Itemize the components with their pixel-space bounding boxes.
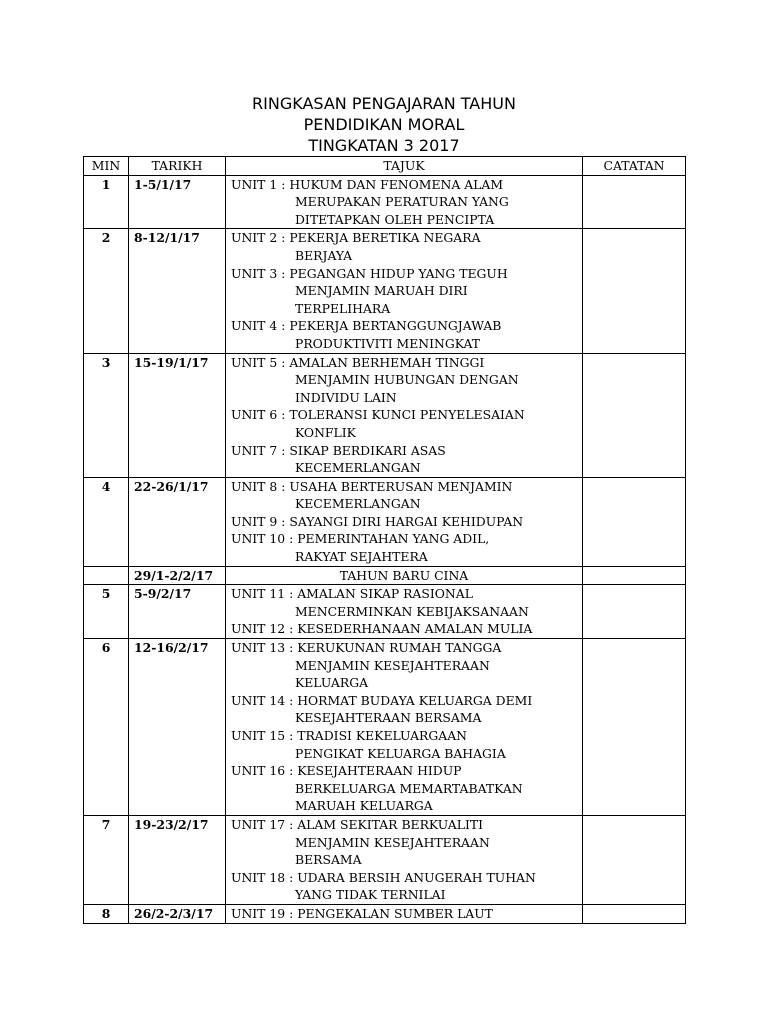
cell-catatan [583, 815, 686, 904]
unit-prefix: UNIT 2 : [231, 230, 290, 246]
unit-text-line [231, 247, 577, 265]
table-row [84, 815, 686, 904]
cell-tarikh: 1-5/1/17 [129, 175, 226, 229]
cell-tarikh: 22-26/1/17 [129, 477, 226, 566]
cell-tarikh: 15-19/1/17 [129, 353, 226, 477]
cell-catatan [583, 904, 686, 923]
unit-title: KESEDERHANAAN AMALAN MULIA [297, 621, 533, 637]
unit-prefix: UNIT 6 : [231, 407, 290, 423]
unit-prefix: UNIT 9 : [231, 513, 290, 529]
unit-text-line [231, 780, 577, 798]
unit-title: AMALAN SIKAP RASIONAL [297, 586, 473, 602]
unit-title: KELUARGA [295, 675, 369, 691]
unit-title: PEKERJA BERTANGGUNGJAWAB [289, 318, 502, 334]
unit-title: KESEJAHTERAAN HIDUP [297, 763, 462, 779]
unit-text-line [231, 317, 577, 335]
unit-text-line [231, 282, 577, 300]
unit-title: HORMAT BUDAYA KELUARGA DEMI [297, 692, 533, 708]
cell-min: 4 [84, 477, 129, 566]
cell-tajuk [226, 353, 583, 477]
unit-title: TERPELIHARA [295, 300, 391, 316]
cell-min: 6 [84, 639, 129, 816]
table-row [84, 639, 686, 816]
unit-title: PEGANGAN HIDUP YANG TEGUH [289, 265, 508, 281]
unit-text-line [231, 620, 577, 638]
title-line-3: TINGKATAN 3 2017 [308, 136, 460, 155]
unit-title: PENGIKAT KELUARGA BAHAGIA [295, 745, 506, 761]
cell-catatan [583, 639, 686, 816]
unit-title: SAYANGI DIRI HARGAI KEHIDUPAN [289, 513, 524, 529]
unit-text-line [231, 603, 577, 621]
cell-tarikh: 5-9/2/17 [129, 585, 226, 639]
unit-prefix: UNIT 18 : [231, 869, 298, 885]
cell-tarikh: 19-23/2/17 [129, 815, 226, 904]
unit-text-line [231, 335, 577, 353]
unit-prefix: UNIT 12 : [231, 621, 298, 637]
table-row [84, 904, 686, 923]
unit-text-line [231, 406, 577, 424]
unit-text-line [231, 851, 577, 869]
cell-tarikh: 29/1-2/2/17 [129, 566, 226, 585]
unit-title: MENCERMINKAN KEBIJAKSANAAN [295, 603, 529, 619]
unit-text-line [231, 424, 577, 442]
header-catatan: CATATAN [583, 157, 686, 176]
unit-title: MENJAMIN MARUAH DIRI [295, 283, 468, 299]
cell-tajuk [226, 639, 583, 816]
unit-text-line [231, 657, 577, 675]
title-line-2: PENDIDIKAN MORAL [303, 115, 465, 134]
unit-text-line [231, 886, 577, 904]
unit-title: PEMERINTAHAN YANG ADIL, [297, 531, 490, 547]
unit-text-line [231, 229, 577, 247]
unit-text-line [231, 530, 577, 548]
cell-tajuk [226, 815, 583, 904]
unit-text-line [231, 354, 577, 372]
unit-text-line [231, 389, 577, 407]
unit-title: TOLERANSI KUNCI PENYELESAIAN [289, 407, 525, 423]
cell-min [84, 566, 129, 585]
unit-text-line [231, 442, 577, 460]
cell-catatan [583, 175, 686, 229]
cell-min: 1 [84, 175, 129, 229]
unit-prefix: UNIT 16 : [231, 763, 298, 779]
table-header-row [84, 157, 686, 176]
unit-prefix: UNIT 11 : [231, 586, 298, 602]
unit-prefix: UNIT 8 : [231, 478, 290, 494]
unit-prefix: UNIT 14 : [231, 692, 298, 708]
unit-prefix: UNIT 10 : [231, 531, 298, 547]
unit-prefix: UNIT 3 : [231, 265, 290, 281]
cell-min: 3 [84, 353, 129, 477]
unit-text-line [231, 797, 577, 815]
unit-text-line [231, 727, 577, 745]
unit-text-line [231, 834, 577, 852]
unit-prefix: UNIT 19 : [231, 905, 298, 921]
unit-prefix: UNIT 4 : [231, 318, 290, 334]
cell-tajuk [226, 904, 583, 923]
unit-prefix: UNIT 7 : [231, 442, 290, 458]
table-row [84, 477, 686, 566]
unit-title: SIKAP BERDIKARI ASAS [289, 442, 446, 458]
unit-text-line [231, 371, 577, 389]
unit-text-line [231, 762, 577, 780]
unit-text-line [231, 211, 577, 229]
table-body [84, 175, 686, 923]
unit-title: RAKYAT SEJAHTERA [295, 549, 428, 565]
teaching-plan-table [83, 156, 686, 924]
unit-title: KONFLIK [295, 424, 356, 440]
unit-text-line [231, 513, 577, 531]
unit-text-line [231, 639, 577, 657]
table-row [84, 229, 686, 353]
unit-text-line [231, 745, 577, 763]
unit-title: INDIVIDU LAIN [295, 389, 397, 405]
unit-title: UDARA BERSIH ANUGERAH TUHAN [297, 869, 536, 885]
unit-title: DITETAPKAN OLEH PENCIPTA [295, 211, 495, 227]
title-line-1: RINGKASAN PENGAJARAN TAHUN [252, 94, 516, 113]
unit-text-line [231, 816, 577, 834]
unit-title: BERKELUARGA MEMARTABATKAN [295, 780, 523, 796]
unit-title: HUKUM DAN FENOMENA ALAM [289, 176, 504, 192]
document-title [0, 93, 768, 156]
unit-text-line [231, 548, 577, 566]
unit-title: USAHA BERTERUSAN MENJAMIN [289, 478, 513, 494]
holiday-note: TAHUN BARU CINA [339, 567, 469, 583]
unit-prefix: UNIT 1 : [231, 176, 290, 192]
table-row [84, 585, 686, 639]
cell-tajuk [226, 585, 583, 639]
unit-text-line [231, 300, 577, 318]
unit-title: YANG TIDAK TERNILAI [295, 887, 446, 903]
unit-text-line [231, 193, 577, 211]
cell-tajuk [226, 566, 583, 585]
unit-title: PRODUKTIVITI MENINGKAT [295, 335, 481, 351]
unit-title: KECEMERLANGAN [295, 496, 421, 512]
unit-text-line [231, 674, 577, 692]
unit-title: KERUKUNAN RUMAH TANGGA [297, 640, 502, 656]
unit-text-line [231, 265, 577, 283]
table-row [84, 566, 686, 585]
unit-text-line [231, 905, 577, 923]
cell-catatan [583, 353, 686, 477]
header-tajuk: TAJUK [226, 157, 583, 176]
unit-text-line [231, 495, 577, 513]
unit-title: KECEMERLANGAN [295, 460, 421, 476]
unit-title: PENGEKALAN SUMBER LAUT [297, 905, 493, 921]
unit-title: AMALAN BERHEMAH TINGGI [289, 354, 485, 370]
cell-tajuk [226, 175, 583, 229]
header-tarikh: TARIKH [129, 157, 226, 176]
cell-catatan [583, 477, 686, 566]
unit-title: PEKERJA BERETIKA NEGARA [289, 230, 481, 246]
unit-text-line [231, 478, 577, 496]
cell-tarikh: 8-12/1/17 [129, 229, 226, 353]
header-min: MIN [84, 157, 129, 176]
unit-prefix: UNIT 5 : [231, 354, 290, 370]
unit-title: MENJAMIN KESEJAHTERAAN [295, 834, 490, 850]
unit-title: MERUPAKAN PERATURAN YANG [295, 194, 509, 210]
cell-tajuk [226, 477, 583, 566]
unit-title: KESEJAHTERAAN BERSAMA [295, 710, 482, 726]
unit-text-line [231, 709, 577, 727]
unit-title: BERJAYA [295, 247, 353, 263]
unit-title: ALAM SEKITAR BERKUALITI [297, 816, 484, 832]
unit-text-line [231, 176, 577, 194]
cell-tarikh: 12-16/2/17 [129, 639, 226, 816]
unit-prefix: UNIT 13 : [231, 640, 298, 656]
unit-text-line [231, 585, 577, 603]
unit-title: MENJAMIN KESEJAHTERAAN [295, 657, 490, 673]
cell-catatan [583, 566, 686, 585]
cell-min: 5 [84, 585, 129, 639]
unit-title: BERSAMA [295, 852, 362, 868]
unit-text-line [231, 692, 577, 710]
unit-prefix: UNIT 15 : [231, 728, 298, 743]
unit-prefix: UNIT 17 : [231, 816, 298, 832]
unit-title: TRADISI KEKELUARGAAN [297, 728, 468, 743]
unit-text-line [231, 459, 577, 477]
cell-min: 2 [84, 229, 129, 353]
cell-catatan [583, 229, 686, 353]
cell-tarikh: 26/2-2/3/17 [129, 904, 226, 923]
cell-min: 7 [84, 815, 129, 904]
cell-tajuk [226, 229, 583, 353]
unit-title: MENJAMIN HUBUNGAN DENGAN [295, 372, 519, 388]
table-row [84, 175, 686, 229]
table-row [84, 353, 686, 477]
unit-text-line [231, 869, 577, 887]
unit-title: MARUAH KELUARGA [295, 798, 433, 814]
cell-min: 8 [84, 904, 129, 923]
cell-catatan [583, 585, 686, 639]
